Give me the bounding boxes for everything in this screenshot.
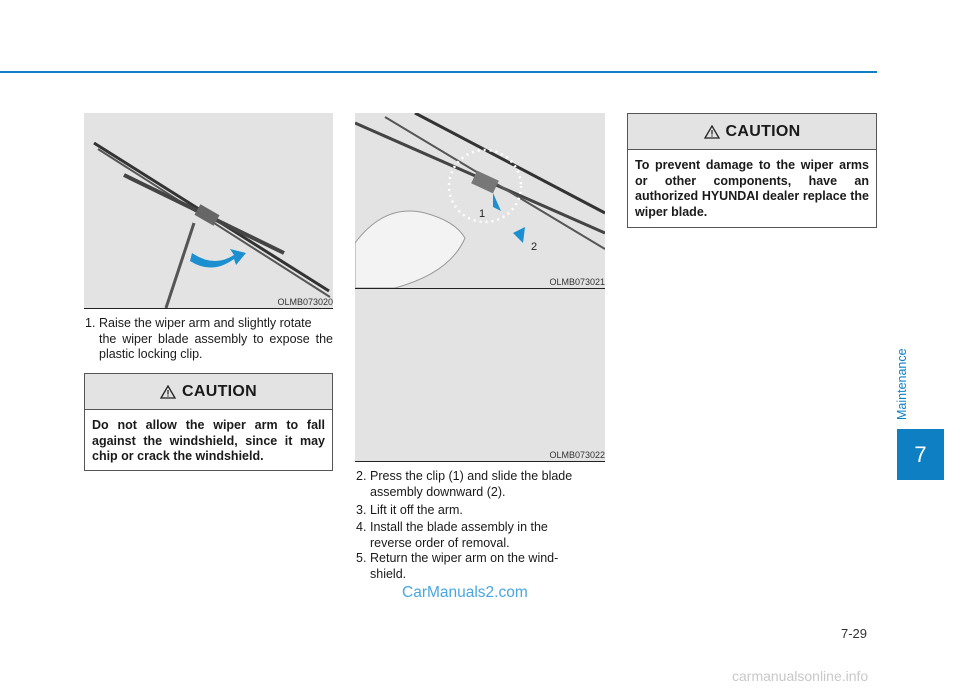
caution-title: CAUTION [725, 122, 801, 140]
figure-divider [84, 308, 333, 309]
caution-box [627, 113, 877, 228]
wiper-clip-release-illustration [355, 113, 605, 288]
step-text: Press the clip (1) and slide the blade [370, 469, 573, 483]
step-number: 2. [356, 469, 367, 483]
step-1 [85, 316, 333, 363]
caution-header [628, 114, 876, 150]
figure-divider [355, 461, 605, 462]
step-text: Lift it off the arm. [370, 503, 463, 517]
wiper-rotate-illustration [84, 113, 333, 308]
step-number: 4. [356, 520, 367, 534]
figure-code: OLMB073020 [277, 297, 333, 307]
caution-header [85, 374, 332, 410]
step-2 [356, 469, 605, 500]
step-number: 1. [85, 316, 96, 330]
page-number: 7-29 [841, 626, 868, 641]
figure-clip-release [355, 113, 605, 288]
warning-triangle-icon [704, 125, 720, 139]
warning-triangle-icon [160, 385, 176, 399]
figure-blank [355, 289, 605, 461]
caution-box [84, 373, 333, 471]
callout-2: 2 [531, 241, 538, 253]
figure-code: OLMB073021 [549, 277, 605, 287]
step-text: Install the blade assembly in the [370, 520, 548, 534]
header-rule [0, 71, 877, 73]
step-4 [356, 520, 605, 551]
section-label: Maintenance [895, 348, 909, 420]
caution-title: CAUTION [182, 382, 257, 400]
caution-text: To prevent damage to the wiper arms or other components, have an authorized HYUNDAI dealer replace the wiper blade. [635, 158, 869, 219]
step-text: Raise the wiper arm and slightly rotate [99, 316, 312, 330]
step-number: 3. [356, 503, 367, 517]
callout-1: 1 [479, 208, 486, 220]
step-text-cont: shield. [370, 566, 407, 581]
caution-text: Do not allow the wiper arm to fall against the windshield, since it may chip or crack the windshield. [92, 418, 325, 463]
step-3 [356, 503, 605, 519]
figure-code: OLMB073022 [549, 450, 605, 460]
figure-wiper-rotate [84, 113, 333, 308]
step-text-cont: reverse order of removal. [370, 535, 510, 550]
footer-url[interactable]: carmanualsonline.info [732, 668, 869, 684]
watermark-link[interactable]: CarManuals2.com [402, 584, 528, 601]
step-text: Return the wiper arm on the wind- [370, 551, 559, 565]
step-number: 5. [356, 551, 367, 565]
step-text-cont: assembly downward (2). [370, 484, 506, 499]
chapter-tab: 7 [897, 429, 944, 480]
step-text-cont: the wiper blade assembly to expose the plastic locking clip. [99, 331, 333, 361]
step-5 [356, 551, 605, 582]
